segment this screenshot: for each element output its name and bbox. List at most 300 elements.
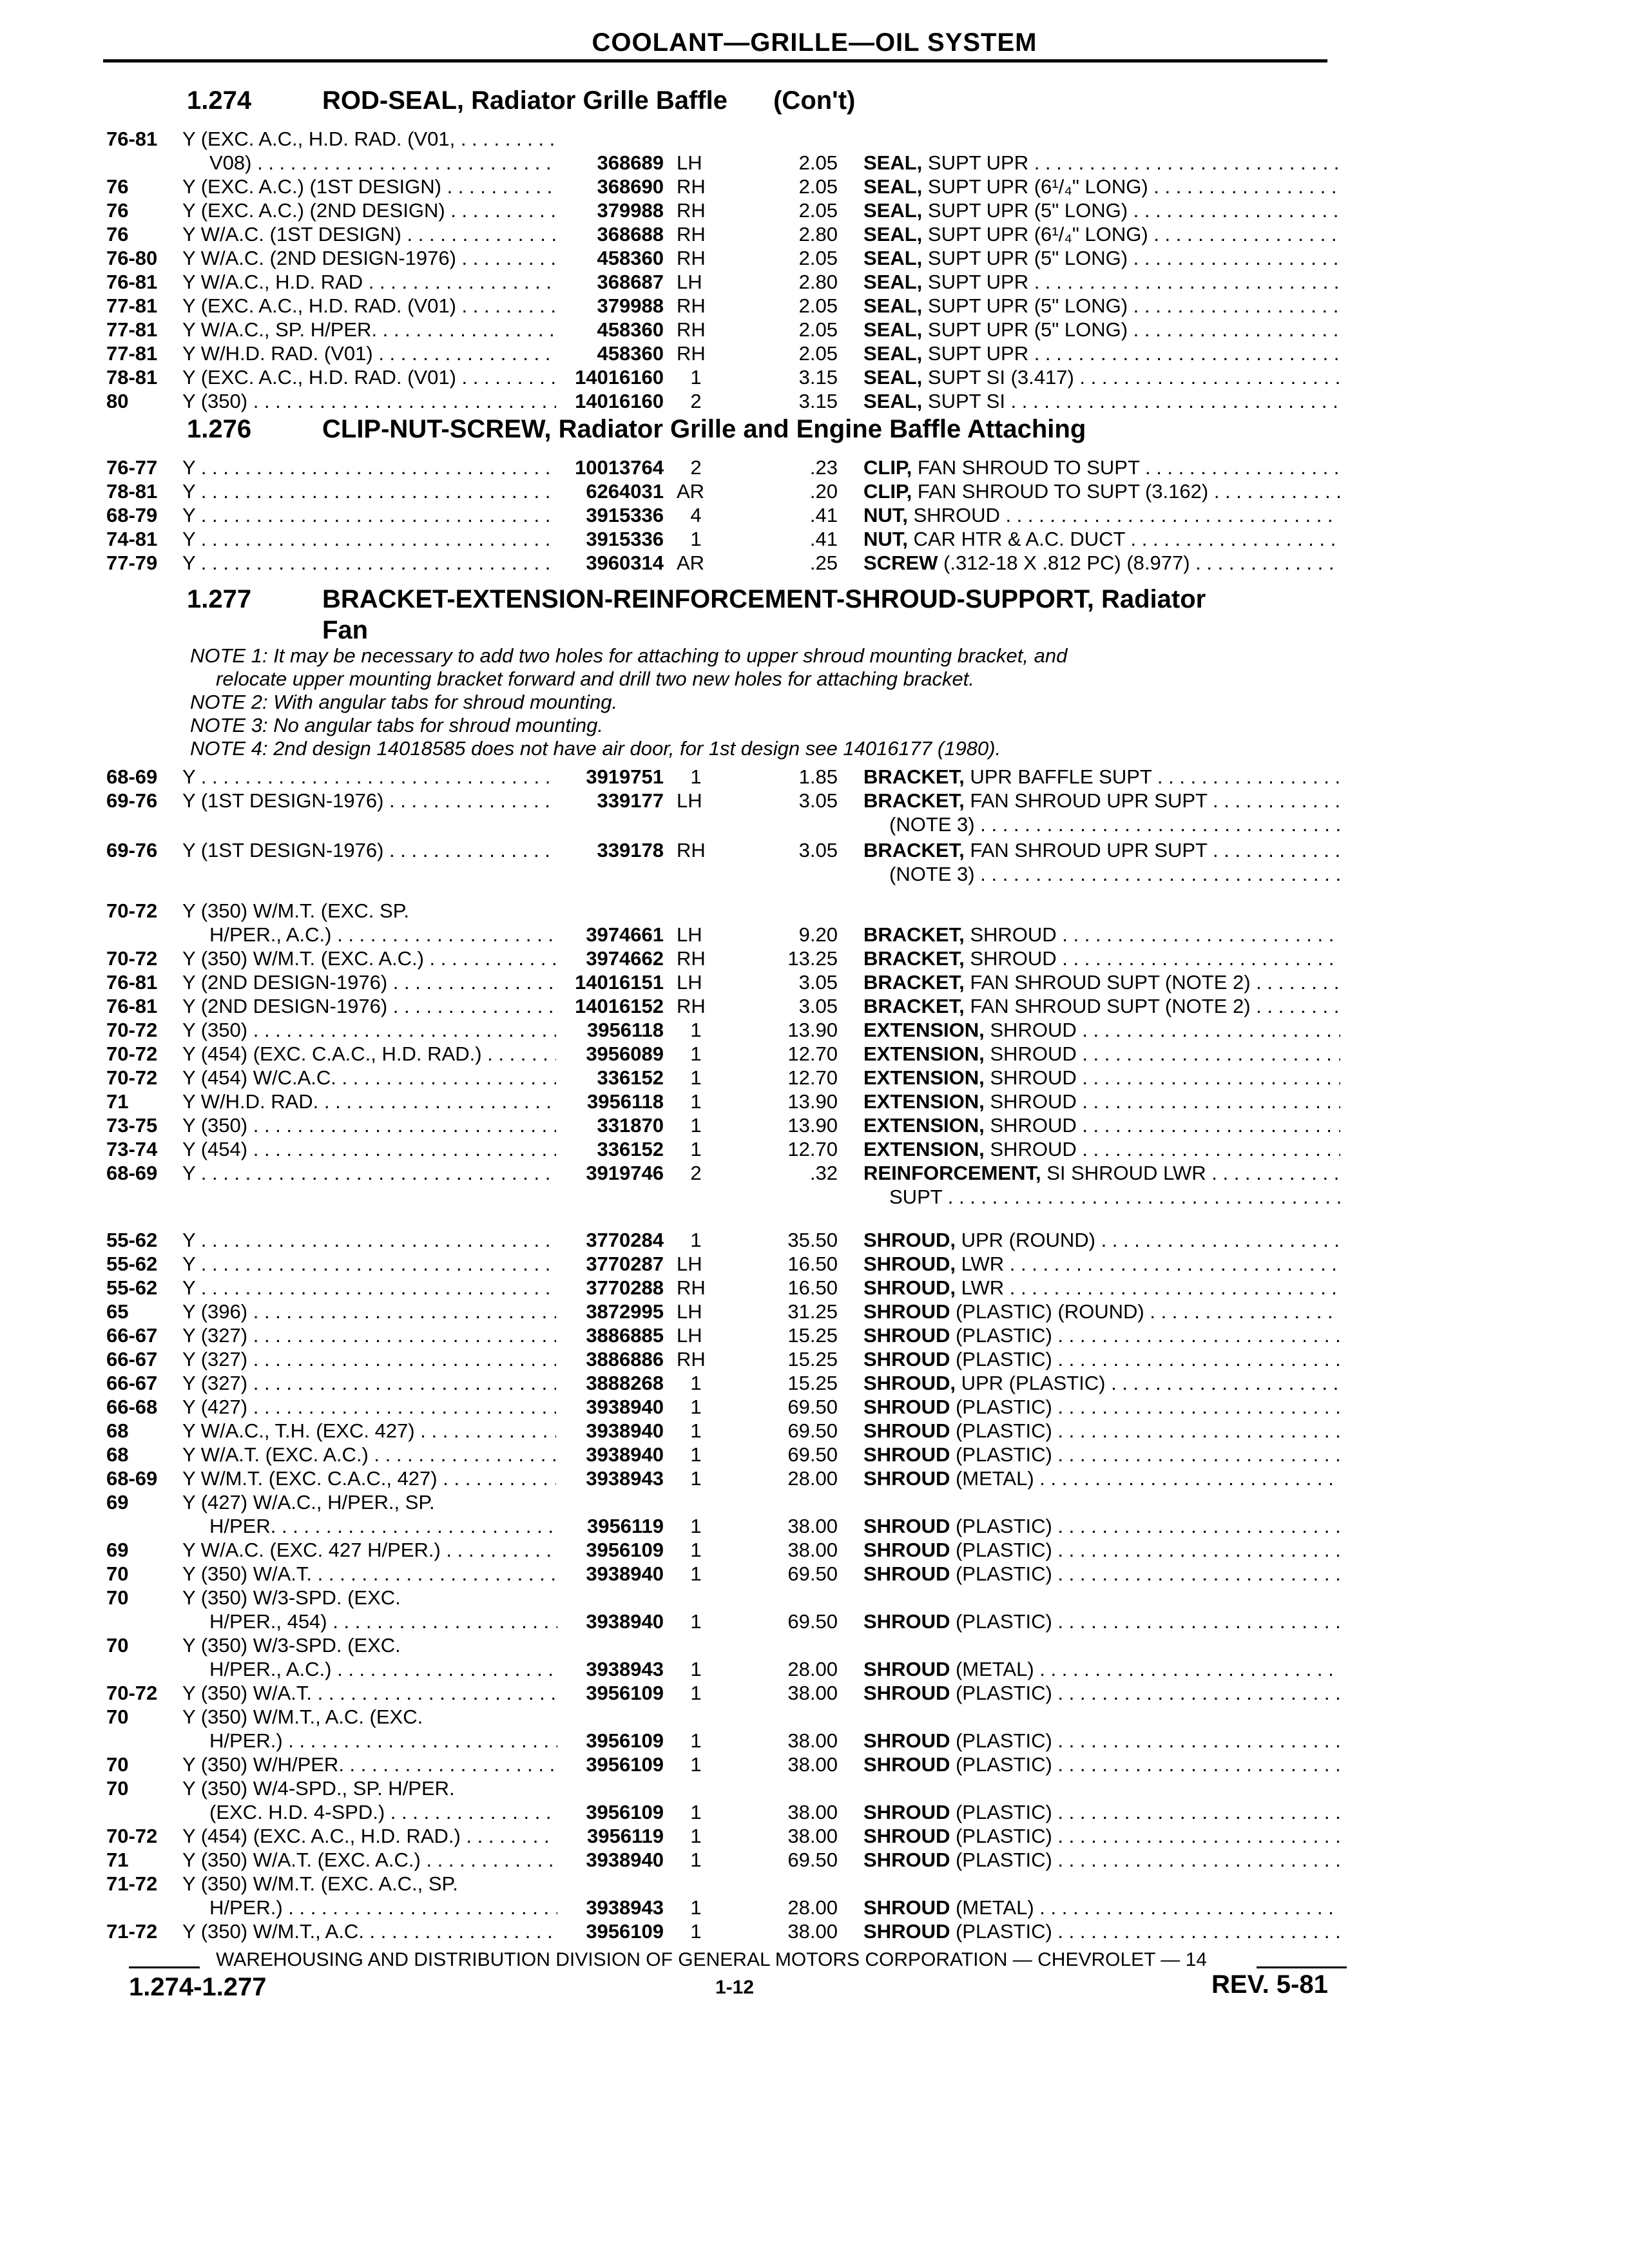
quantity: LH bbox=[677, 151, 702, 174]
quantity: 1 bbox=[690, 1896, 702, 1919]
application: Y W/A.C. (1ST DESIGN) . . . bbox=[182, 223, 556, 246]
title-rule bbox=[103, 59, 1327, 62]
part-number: 3886886 bbox=[586, 1348, 664, 1370]
model-years: 68-69 bbox=[106, 1467, 158, 1490]
quantity: 1 bbox=[690, 1753, 702, 1776]
part-number: 458360 bbox=[597, 342, 664, 365]
price: .32 bbox=[809, 1162, 838, 1184]
description-continued: (NOTE 3) . . . bbox=[889, 863, 1340, 886]
part-number: 368688 bbox=[597, 223, 664, 245]
application-continued: H/PER., A.C.) . . . bbox=[209, 923, 557, 947]
application: Y (EXC. A.C., H.D. RAD. (V01, . . . bbox=[182, 128, 556, 151]
description-keyword: SEAL, bbox=[863, 318, 923, 341]
quantity: LH bbox=[677, 789, 702, 812]
price: 2.05 bbox=[798, 247, 838, 269]
model-years: 66-67 bbox=[106, 1324, 158, 1347]
description-detail: SHROUD bbox=[984, 1114, 1077, 1137]
model-years: 76 bbox=[106, 199, 129, 222]
part-number: 3956109 bbox=[586, 1753, 664, 1776]
part-number: 379988 bbox=[597, 199, 664, 222]
description-continued: SUPT . . . bbox=[889, 1186, 1340, 1209]
part-number: 339177 bbox=[597, 789, 664, 812]
description bbox=[863, 390, 1340, 413]
description-detail: (.312-18 X .812 PC) (8.977) bbox=[938, 552, 1190, 574]
quantity: 1 bbox=[690, 1443, 702, 1466]
application: Y (350) W/A.T. . . . bbox=[182, 1562, 556, 1586]
model-years: 70 bbox=[106, 1562, 129, 1585]
model-years: 70-72 bbox=[106, 1682, 158, 1704]
table-row bbox=[0, 199, 1629, 225]
quantity: 1 bbox=[690, 1396, 702, 1418]
description bbox=[863, 947, 1340, 970]
price: 3.05 bbox=[798, 789, 838, 812]
description-keyword: SHROUD bbox=[863, 1682, 950, 1704]
description-detail: FAN SHROUD UPR SUPT bbox=[964, 839, 1208, 861]
price: 69.50 bbox=[787, 1396, 838, 1418]
part-number: 3770287 bbox=[586, 1253, 664, 1275]
description-detail: (PLASTIC) bbox=[950, 1729, 1052, 1752]
note-1-continued: relocate upper mounting bracket forward and drill two new holes for attaching bracket. bbox=[216, 668, 974, 690]
part-number: 3938940 bbox=[586, 1419, 664, 1442]
quantity: RH bbox=[677, 1276, 706, 1299]
price: 2.05 bbox=[798, 175, 838, 198]
price: 38.00 bbox=[787, 1753, 838, 1776]
description-detail: SHROUD bbox=[984, 1090, 1077, 1113]
model-years: 66-67 bbox=[106, 1372, 158, 1394]
model-years: 71 bbox=[106, 1090, 129, 1113]
section-number: 1.274 bbox=[187, 86, 252, 115]
application-continued: H/PER.) . . . bbox=[209, 1896, 557, 1919]
description-detail: (METAL) bbox=[950, 1658, 1034, 1680]
description-detail: (PLASTIC) bbox=[950, 1825, 1052, 1847]
price: 9.20 bbox=[798, 923, 838, 946]
description bbox=[863, 199, 1340, 222]
description bbox=[863, 1324, 1340, 1347]
table-row bbox=[0, 1253, 1629, 1278]
description bbox=[863, 789, 1340, 812]
model-years: 68-69 bbox=[106, 765, 158, 788]
model-years: 55-62 bbox=[106, 1253, 158, 1275]
description-detail: (PLASTIC) bbox=[950, 1682, 1052, 1704]
footer-revision: REV. 5-81 bbox=[1211, 1970, 1328, 1999]
part-number: 14016160 bbox=[575, 390, 664, 412]
price: 35.50 bbox=[787, 1229, 838, 1251]
application: Y . . . bbox=[182, 1229, 556, 1252]
part-number: 331870 bbox=[597, 1114, 664, 1137]
section-number: 1.276 bbox=[187, 415, 252, 443]
quantity: 1 bbox=[690, 1066, 702, 1089]
model-years: 71 bbox=[106, 1849, 129, 1871]
description-keyword: SHROUD, bbox=[863, 1372, 956, 1394]
price: .41 bbox=[809, 528, 838, 550]
model-years: 70 bbox=[106, 1777, 129, 1800]
part-number: 14016151 bbox=[575, 971, 664, 994]
model-years: 76-81 bbox=[106, 995, 158, 1017]
description bbox=[863, 456, 1340, 479]
description-keyword: BRACKET, bbox=[863, 789, 965, 812]
price: 16.50 bbox=[787, 1253, 838, 1275]
description-keyword: BRACKET, bbox=[863, 995, 965, 1017]
model-years: 77-81 bbox=[106, 342, 158, 365]
application: Y (427) W/A.C., H/PER., SP. bbox=[182, 1491, 435, 1514]
model-years: 69 bbox=[106, 1539, 129, 1561]
description bbox=[863, 1090, 1340, 1113]
description-detail: SHROUD bbox=[984, 1043, 1077, 1065]
quantity: RH bbox=[677, 318, 706, 341]
application: Y . . . bbox=[182, 1276, 556, 1300]
description bbox=[863, 1138, 1340, 1161]
description-keyword: CLIP, bbox=[863, 456, 912, 479]
model-years: 70-72 bbox=[106, 899, 158, 922]
footer-rule-right bbox=[1257, 1966, 1347, 1968]
description-keyword: EXTENSION, bbox=[863, 1043, 985, 1065]
table-row bbox=[0, 1825, 1629, 1850]
application-continued: (EXC. H.D. 4-SPD.) . . . bbox=[209, 1801, 557, 1824]
application: Y (350) . . . bbox=[182, 390, 556, 413]
table-row bbox=[0, 1920, 1629, 1946]
description-detail: FAN SHROUD TO SUPT bbox=[912, 456, 1140, 479]
application: Y . . . bbox=[182, 765, 556, 789]
table-row bbox=[0, 504, 1629, 530]
description-detail: (PLASTIC) bbox=[950, 1610, 1052, 1633]
description bbox=[863, 342, 1340, 365]
price: 13.90 bbox=[787, 1019, 838, 1041]
part-number: 3956109 bbox=[586, 1682, 664, 1704]
part-number: 368687 bbox=[597, 271, 664, 293]
application: Y (2ND DESIGN-1976) . . . bbox=[182, 995, 556, 1018]
description bbox=[863, 1229, 1340, 1252]
description-keyword: SHROUD bbox=[863, 1300, 950, 1323]
description-detail: UPR (ROUND) bbox=[955, 1229, 1095, 1251]
table-row bbox=[0, 1682, 1629, 1707]
quantity: 1 bbox=[690, 1419, 702, 1442]
application: Y W/A.C., H.D. RAD . . . bbox=[182, 271, 556, 294]
note-2: NOTE 2: With angular tabs for shroud mounting. bbox=[190, 691, 618, 713]
application: Y (327) . . . bbox=[182, 1348, 556, 1371]
description bbox=[863, 223, 1340, 246]
description-keyword: SHROUD bbox=[863, 1896, 950, 1919]
description bbox=[863, 1253, 1340, 1276]
price: 28.00 bbox=[787, 1467, 838, 1490]
table-row bbox=[0, 1801, 1629, 1827]
quantity: LH bbox=[677, 1253, 702, 1275]
quantity: RH bbox=[677, 199, 706, 222]
description-detail: SUPT UPR bbox=[922, 151, 1029, 174]
table-row bbox=[0, 1586, 1629, 1612]
description-keyword: SHROUD bbox=[863, 1729, 950, 1752]
application: Y (1ST DESIGN-1976) . . . bbox=[182, 789, 556, 812]
part-number: 3956109 bbox=[586, 1801, 664, 1823]
price: 69.50 bbox=[787, 1849, 838, 1871]
description bbox=[863, 1562, 1340, 1586]
price: 69.50 bbox=[787, 1562, 838, 1585]
page-title: COOLANT—GRILLE—OIL SYSTEM bbox=[592, 28, 1037, 57]
part-number: 3956119 bbox=[587, 1825, 664, 1847]
price: 69.50 bbox=[787, 1443, 838, 1466]
application-continued: H/PER., 454) . . . bbox=[209, 1610, 557, 1633]
table-row bbox=[0, 1562, 1629, 1588]
price: 69.50 bbox=[787, 1610, 838, 1633]
price: 3.05 bbox=[798, 995, 838, 1017]
description-detail: LWR bbox=[955, 1276, 1005, 1299]
application: Y (EXC. A.C., H.D. RAD. (V01) . . . bbox=[182, 294, 556, 318]
application: Y (327) . . . bbox=[182, 1324, 556, 1347]
description-detail: (PLASTIC) bbox=[950, 1348, 1052, 1370]
model-years: 70-72 bbox=[106, 1019, 158, 1041]
table-row bbox=[0, 1300, 1629, 1326]
description-detail: (METAL) bbox=[950, 1467, 1034, 1490]
model-years: 69 bbox=[106, 1491, 129, 1514]
application: Y (350) W/4-SPD., SP. H/PER. bbox=[182, 1777, 455, 1800]
description bbox=[863, 839, 1340, 862]
description-detail: (PLASTIC) bbox=[950, 1849, 1052, 1871]
description bbox=[863, 366, 1340, 389]
table-row bbox=[0, 1138, 1629, 1164]
table-row bbox=[0, 1019, 1629, 1044]
part-number: 368689 bbox=[597, 151, 664, 174]
description-keyword: REINFORCEMENT, bbox=[863, 1162, 1041, 1184]
description bbox=[863, 971, 1340, 994]
model-years: 78-81 bbox=[106, 366, 158, 389]
table-row bbox=[0, 151, 1629, 177]
quantity: 2 bbox=[690, 456, 702, 479]
footer-page-number: 1-12 bbox=[715, 1977, 755, 1998]
quantity: AR bbox=[677, 480, 705, 503]
part-number: 3974661 bbox=[586, 923, 664, 946]
description-detail: SUPT UPR (6¹/₄" LONG) bbox=[922, 223, 1148, 245]
table-row bbox=[0, 789, 1629, 815]
table-row bbox=[0, 552, 1629, 577]
description bbox=[863, 1610, 1340, 1633]
application: Y (350) W/3-SPD. (EXC. bbox=[182, 1634, 401, 1657]
description bbox=[863, 1348, 1340, 1371]
description bbox=[863, 528, 1340, 551]
application: Y (350) W/M.T., A.C. (EXC. bbox=[182, 1706, 423, 1728]
description-detail: SUPT UPR (5" LONG) bbox=[922, 294, 1128, 317]
price: .25 bbox=[809, 552, 838, 574]
application: Y (350) . . . bbox=[182, 1114, 556, 1137]
part-number: 3886885 bbox=[586, 1324, 664, 1347]
price: 38.00 bbox=[787, 1801, 838, 1823]
table-row bbox=[0, 271, 1629, 296]
model-years: 76 bbox=[106, 223, 129, 245]
price: 2.05 bbox=[798, 342, 838, 365]
description-detail: (PLASTIC) bbox=[950, 1562, 1052, 1585]
part-number: 336152 bbox=[597, 1138, 664, 1160]
description-detail: SHROUD bbox=[984, 1019, 1077, 1041]
description-detail: (PLASTIC) bbox=[950, 1539, 1052, 1561]
model-years: 76 bbox=[106, 175, 129, 198]
table-row bbox=[0, 1066, 1629, 1092]
description bbox=[863, 1372, 1340, 1395]
quantity: LH bbox=[677, 1300, 702, 1323]
application: Y (2ND DESIGN-1976) . . . bbox=[182, 971, 556, 994]
table-row bbox=[0, 995, 1629, 1021]
note-3: NOTE 3: No angular tabs for shroud mounting. bbox=[190, 714, 603, 736]
table-row bbox=[0, 1229, 1629, 1254]
table-row bbox=[0, 765, 1629, 791]
description bbox=[863, 151, 1340, 175]
table-row bbox=[0, 1443, 1629, 1469]
model-years: 70 bbox=[106, 1634, 129, 1657]
model-years: 66-67 bbox=[106, 1348, 158, 1370]
description bbox=[863, 1729, 1340, 1753]
description-keyword: BRACKET, bbox=[863, 971, 965, 994]
description-detail: (PLASTIC) (ROUND) bbox=[950, 1300, 1144, 1323]
table-row bbox=[0, 175, 1629, 201]
application-continued: H/PER. . . . bbox=[209, 1515, 557, 1538]
part-number: 3960314 bbox=[586, 552, 664, 574]
model-years: 68 bbox=[106, 1443, 129, 1466]
description bbox=[863, 765, 1340, 789]
model-years: 71-72 bbox=[106, 1920, 158, 1943]
application: Y (350) W/H/PER. . . . bbox=[182, 1753, 556, 1776]
description-detail: (METAL) bbox=[950, 1896, 1034, 1919]
model-years: 76-80 bbox=[106, 247, 158, 269]
description-detail: SUPT UPR bbox=[922, 271, 1029, 293]
model-years: 71-72 bbox=[106, 1872, 158, 1895]
section-continued: (Con't) bbox=[773, 86, 856, 115]
part-number: 3956089 bbox=[586, 1043, 664, 1065]
description-keyword: NUT, bbox=[863, 504, 908, 526]
part-number: 3956119 bbox=[587, 1515, 664, 1537]
description-keyword: SEAL, bbox=[863, 199, 923, 222]
description bbox=[863, 1066, 1340, 1090]
part-number: 3915336 bbox=[586, 528, 664, 550]
table-row bbox=[0, 1872, 1629, 1898]
description bbox=[863, 1396, 1340, 1419]
part-number: 3956118 bbox=[587, 1019, 664, 1041]
table-row bbox=[0, 1777, 1629, 1803]
description-keyword: SHROUD bbox=[863, 1658, 950, 1680]
price: 38.00 bbox=[787, 1515, 838, 1537]
part-number: 3770288 bbox=[586, 1276, 664, 1299]
description-keyword: SHROUD, bbox=[863, 1229, 956, 1251]
description-keyword: EXTENSION, bbox=[863, 1090, 985, 1113]
description-detail: (PLASTIC) bbox=[950, 1443, 1052, 1466]
part-number: 368690 bbox=[597, 175, 664, 198]
table-row bbox=[0, 1753, 1629, 1779]
description-keyword: BRACKET, bbox=[863, 947, 965, 970]
description bbox=[863, 1658, 1340, 1681]
quantity: RH bbox=[677, 947, 706, 970]
description-keyword: SHROUD, bbox=[863, 1253, 956, 1275]
description-keyword: SCREW bbox=[863, 552, 938, 574]
application: Y . . . bbox=[182, 504, 556, 527]
table-row bbox=[0, 1467, 1629, 1493]
part-number: 3938943 bbox=[586, 1896, 664, 1919]
model-years: 76-81 bbox=[106, 271, 158, 293]
quantity: RH bbox=[677, 247, 706, 269]
table-row bbox=[0, 839, 1629, 865]
quantity: RH bbox=[677, 839, 706, 861]
description-detail: UPR BAFFLE SUPT bbox=[964, 765, 1152, 788]
table-row bbox=[0, 1491, 1629, 1517]
description-keyword: SHROUD bbox=[863, 1419, 950, 1442]
part-number: 3938940 bbox=[586, 1562, 664, 1585]
description-keyword: SEAL, bbox=[863, 294, 923, 317]
quantity: RH bbox=[677, 342, 706, 365]
description-detail: SHROUD bbox=[984, 1138, 1077, 1160]
application: Y . . . bbox=[182, 480, 556, 503]
price: 28.00 bbox=[787, 1658, 838, 1680]
description-detail: (PLASTIC) bbox=[950, 1801, 1052, 1823]
price: 12.70 bbox=[787, 1043, 838, 1065]
table-row bbox=[0, 528, 1629, 553]
description bbox=[863, 1515, 1340, 1538]
description-keyword: SHROUD bbox=[863, 1324, 950, 1347]
description-keyword: SHROUD bbox=[863, 1467, 950, 1490]
application: Y (350) W/M.T. (EXC. SP. bbox=[182, 899, 410, 922]
part-number: 10013764 bbox=[575, 456, 664, 479]
description-keyword: SEAL, bbox=[863, 390, 923, 412]
description-keyword: SHROUD bbox=[863, 1443, 950, 1466]
part-number: 3974662 bbox=[586, 947, 664, 970]
description-detail: SHROUD bbox=[984, 1066, 1077, 1089]
description-keyword: SEAL, bbox=[863, 151, 923, 174]
table-row bbox=[0, 1896, 1629, 1922]
description-keyword: EXTENSION, bbox=[863, 1019, 985, 1041]
part-number: 3956118 bbox=[587, 1090, 664, 1113]
price: .20 bbox=[809, 480, 838, 503]
part-number: 3938940 bbox=[586, 1443, 664, 1466]
table-row bbox=[0, 1729, 1629, 1755]
application: Y W/M.T. (EXC. C.A.C., 427) . . . bbox=[182, 1467, 556, 1490]
quantity: LH bbox=[677, 923, 702, 946]
description bbox=[863, 1162, 1340, 1185]
part-number: 3956109 bbox=[586, 1729, 664, 1752]
section-title: BRACKET-EXTENSION-REINFORCEMENT-SHROUD-SUPPORT, Radiator bbox=[322, 585, 1206, 613]
description-keyword: SHROUD bbox=[863, 1849, 950, 1871]
description-keyword: EXTENSION, bbox=[863, 1066, 985, 1089]
description-detail: (PLASTIC) bbox=[950, 1515, 1052, 1537]
application: Y W/A.C., SP. H/PER. . . . bbox=[182, 318, 556, 341]
quantity: RH bbox=[677, 294, 706, 317]
section-title: ROD-SEAL, Radiator Grille Baffle bbox=[322, 86, 728, 115]
model-years: 76-81 bbox=[106, 128, 158, 150]
part-number: 3915336 bbox=[586, 504, 664, 526]
description-detail: SUPT UPR (6¹/₄" LONG) bbox=[922, 175, 1148, 198]
model-years: 70-72 bbox=[106, 1066, 158, 1089]
quantity: RH bbox=[677, 1348, 706, 1370]
description bbox=[863, 175, 1340, 198]
price: 2.80 bbox=[798, 271, 838, 293]
part-number: 3872995 bbox=[586, 1300, 664, 1323]
description bbox=[863, 552, 1340, 575]
description bbox=[863, 294, 1340, 318]
description bbox=[863, 1753, 1340, 1776]
note-1: NOTE 1: It may be necessary to add two holes for attaching to upper shroud mounting bracket, and bbox=[190, 644, 1068, 667]
price: 15.25 bbox=[787, 1348, 838, 1370]
quantity: 1 bbox=[690, 1515, 702, 1537]
description-keyword: SHROUD bbox=[863, 1610, 950, 1633]
footer-rule-left bbox=[129, 1966, 200, 1968]
table-row bbox=[0, 1396, 1629, 1421]
price: 2.80 bbox=[798, 223, 838, 245]
price: 1.85 bbox=[798, 765, 838, 788]
description-detail: CAR HTR & A.C. DUCT bbox=[907, 528, 1125, 550]
application: Y W/A.C. (EXC. 427 H/PER.) . . . bbox=[182, 1539, 556, 1562]
quantity: 1 bbox=[690, 1372, 702, 1394]
description-detail: (PLASTIC) bbox=[950, 1753, 1052, 1776]
model-years: 68-69 bbox=[106, 1162, 158, 1184]
part-number: 3888268 bbox=[586, 1372, 664, 1394]
model-years: 70-72 bbox=[106, 947, 158, 970]
quantity: 1 bbox=[690, 1682, 702, 1704]
table-row bbox=[0, 342, 1629, 368]
table-row bbox=[0, 971, 1629, 997]
table-row bbox=[0, 899, 1629, 925]
